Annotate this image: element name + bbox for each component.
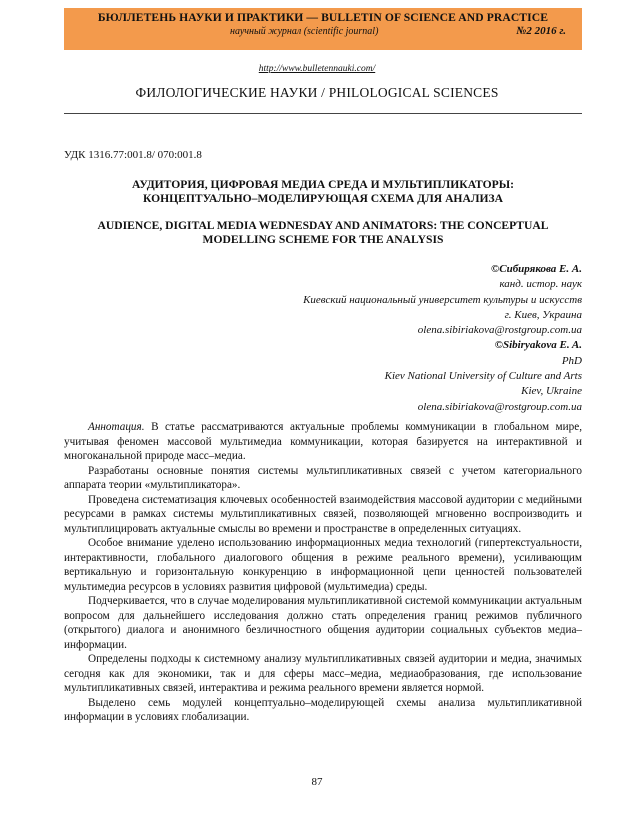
author-degree-en: PhD: [561, 354, 582, 367]
author-degree-ru: канд. истор. наук: [499, 278, 582, 291]
author-affiliation-ru: Киевский национальный университет культуры и искусств: [303, 293, 582, 306]
journal-header-banner: [64, 8, 582, 50]
title-en-line-2: MODELLING SCHEME FOR THE ANALYSIS: [202, 233, 444, 246]
abstract-p5: Подчеркивается, что в случае моделирования мультипликативной системой коммуникации актуальным вопросом для дальнейшего исследования должно стать определения границ режимов публичного (открытого) диалога и анонимного безличностного общения аудитории социальных субъектов медиа–информации.: [64, 595, 582, 651]
abstract-paragraph: [64, 420, 582, 464]
abstract-p3: Проведена систематизация ключевых особенностей взаимодействия массовой аудитории с медийными ресурсами в рамках системы мультипликативных связей, позволяющей мгновенно воспроизводить и мультиплицировать актуальные смыслы во времени и пространстве в определенных ситуациях.: [64, 493, 582, 535]
author-name-ru: ©Сибирякова Е. А.: [491, 263, 582, 275]
title-en-line-1: AUDIENCE, DIGITAL MEDIA WEDNESDAY AND ANIMATORS: THE CONCEPTUAL: [97, 219, 549, 232]
abstract-p7: Выделено семь модулей концептуально–моделирующей схемы анализа мультипликативной информации в условиях глобализации.: [64, 696, 582, 723]
abstract-p2: Разработаны основные понятия системы мультипликативных связей с учетом категориального аппарата теории «мультипликатора».: [64, 464, 582, 491]
abstract-p6: Определены подходы к системному анализу мультипликативных связей аудитории и медиа, значимых сегодня как для экономики, так и для сферы масс–медиа, медиаобразования, где использование мультипликативных связей, интерактива и режима реального времени является нормой.: [64, 653, 582, 694]
article-title-en: [64, 219, 582, 247]
author-email-ru[interactable]: olena.sibiriakova@rostgroup.com.ua: [417, 324, 582, 337]
abstract-p1: В статье рассматриваются актуальные проблемы коммуникации в глобальном мире, учитывая феномен массовой мультимедиа коммуникации, которая базируется на интерактивной и многоканальной природе масс–медиа.: [64, 421, 582, 462]
author-city-ru: г. Киев, Украина: [504, 308, 582, 321]
journal-title: БЮЛЛЕТЕНЬ НАУКИ И ПРАКТИКИ — BULLETIN OF SCIENCE AND PRACTICE: [97, 11, 549, 24]
abstract: [64, 420, 582, 725]
issue-number: №2 2016 г.: [516, 25, 566, 37]
author-city-en: Kiev, Ukraine: [521, 385, 582, 398]
section-title: ФИЛОЛОГИЧЕСКИЕ НАУКИ / PHILOLOGICAL SCIENCES: [135, 85, 499, 100]
page-number: 87: [311, 776, 323, 788]
title-ru-line-2: КОНЦЕПТУАЛЬНО–МОДЕЛИРУЮЩАЯ СХЕМА ДЛЯ АНАЛИЗА: [143, 192, 503, 205]
journal-subtitle-row: [74, 25, 572, 41]
article-title-ru: [64, 178, 582, 206]
udk-code: УДК 1316.77:001.8/ 070:001.8: [64, 149, 202, 161]
author-name-en: ©Sibiryakova E. A.: [494, 339, 582, 352]
author-email-en[interactable]: olena.sibiriakova@rostgroup.com.ua: [417, 400, 582, 413]
abstract-p4: Особое внимание уделено использованию информационных медиа технологий (гипертекстуальности, интерактивности, глобального диалогового общения в режиме реального времени), усиливающим вертикальную и горизонтальную конкуренцию в информационной цепи ценностей пользователей мультимедиа ресурсов в условиях развития цифровой (мультимедиа) среды.: [64, 537, 582, 593]
abstract-label: Аннотация.: [88, 421, 145, 433]
journal-type: научный журнал (scientific journal): [230, 26, 379, 37]
journal-url-link[interactable]: http://www.bulletennauki.com/: [258, 64, 376, 74]
author-block: [303, 262, 582, 415]
section-divider: [64, 113, 582, 114]
author-affiliation-en: Kiev National University of Culture and Arts: [384, 370, 582, 383]
title-ru-line-1: АУДИТОРИЯ, ЦИФРОВАЯ МЕДИА СРЕДА И МУЛЬТИПЛИКАТОРЫ:: [132, 178, 514, 191]
